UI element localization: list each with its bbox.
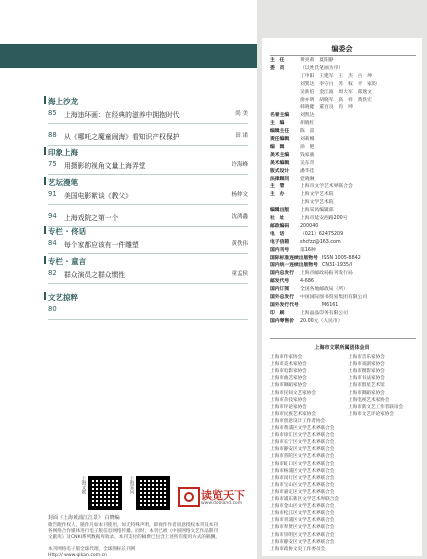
editorial-value: 潘华佳 xyxy=(300,168,315,174)
member-org: 上海市杨浦区文学艺术界联合会 xyxy=(270,468,335,474)
editorial-value: 胡晓红 xyxy=(300,121,315,127)
dooland-url: www.dooland.com xyxy=(201,501,243,506)
member-org: 上海市徐汇区文学艺术界联合会 xyxy=(270,433,335,439)
editorial-value: 20.00元（人民币） xyxy=(300,318,343,324)
toc-entry[interactable] xyxy=(48,305,248,315)
editorial-value: 上海市文学艺术界联合会 xyxy=(300,184,353,190)
toc-author: 许海峰 xyxy=(231,162,248,168)
editorial-key: 版式设计 xyxy=(270,168,290,174)
toc-author: 沈鸿鑫 xyxy=(231,214,248,220)
member-org: 上海市创意设计工作者协会 xyxy=(270,418,326,424)
editorial-value: 俞亦明 胡晓军 高 祥 黄佚宏 xyxy=(300,97,372,103)
section-marker xyxy=(44,96,46,104)
editorial-value: 全国各地邮政局（所） xyxy=(300,287,348,293)
member-org: 上海市新文艺工作者联谊会 xyxy=(348,404,404,410)
toc-section-title: 专栏 · 童言 xyxy=(48,257,87,266)
fine-print-line: 文献库》及CNKI系列数据库收录，本刊支付的稿费已包含上述所有使用方式的稿酬。 xyxy=(48,535,220,540)
toc-divider xyxy=(48,174,248,175)
fine-print-line: Http:// www.qikan.com.cn xyxy=(48,553,108,558)
member-org: 上海市舞蹈家协会 xyxy=(270,383,307,389)
member-org: 上海市音乐家协会 xyxy=(348,355,385,360)
editorial-key: 主 管 xyxy=(270,184,285,190)
toc-entry[interactable] xyxy=(48,212,248,222)
editorial-key: 电 话 xyxy=(270,231,285,237)
editorial-key: 邮发代号 xyxy=(270,279,290,285)
editorial-key: 社 址 xyxy=(270,216,285,221)
member-org: 上海市文艺评论家协会 xyxy=(348,411,394,417)
toc-page-number: 84 xyxy=(48,239,57,247)
editorial-value: M6161 xyxy=(322,302,339,308)
toc-page-number: 88 xyxy=(48,131,57,139)
toc-page-number: 85 xyxy=(48,109,57,117)
member-org: 上海市普陀区文学艺术界联合会 xyxy=(270,454,335,460)
editorial-key: 编辑主任 xyxy=(270,129,290,135)
editorial-value: 党晓琳 xyxy=(300,176,315,182)
editorial-value: 200040 xyxy=(300,223,319,229)
toc-entry[interactable] xyxy=(48,269,248,279)
section-marker xyxy=(44,226,46,234)
member-org: 上海市舞蹈家协会 xyxy=(348,390,385,396)
editorial-value: 黄亮莉 夏阳静 xyxy=(300,58,334,63)
toc-entry[interactable] xyxy=(48,109,248,119)
toc-author: 杨仲文 xyxy=(231,192,248,198)
member-org: 上海市嘉定区文学艺术界联合会 xyxy=(270,489,335,495)
editorial-value: 吴东奇 xyxy=(300,160,315,166)
editorial-key: 国外发行代号 xyxy=(270,302,299,308)
member-org: 上海市电影家协会 xyxy=(270,369,307,375)
member-org: 上海市奉贤区文学艺术界联合会 xyxy=(270,525,335,531)
toc-author: 田 诺 xyxy=(235,133,248,139)
toc-article-title: 美国电影絮谈《教父》 xyxy=(64,192,132,200)
member-org: 上海市摄影家协会 xyxy=(348,369,385,375)
cover-note: 封面《上海黄浦江江景》 白晓编 xyxy=(48,515,120,521)
editorial-value: 刘凯达 xyxy=(300,113,315,119)
toc-page-number: 94 xyxy=(48,212,57,220)
editorial-key: 主 办 xyxy=(270,192,285,198)
toc-page-number: 82 xyxy=(48,269,57,277)
qr-code-wenlian xyxy=(88,476,122,510)
editorial-divider xyxy=(270,55,416,56)
member-org: 上海市戏剧家协会 xyxy=(348,362,385,368)
member-org: 上海市宝山区文学艺术界联合会 xyxy=(270,482,335,488)
header-band xyxy=(0,44,257,68)
members-divider xyxy=(270,338,416,339)
member-org: 上海市杂技家协会 xyxy=(270,397,307,403)
toc-section-title: 文艺掠粹 xyxy=(48,293,78,302)
editorial-value: ISSN 1005-8842 xyxy=(322,255,361,261)
editorial-key: 印 刷 xyxy=(270,310,285,316)
editorial-value: 第16种 xyxy=(300,247,316,253)
editorial-key: 主 任 xyxy=(270,58,285,63)
toc-section-title: 海上沙龙 xyxy=(48,97,78,106)
editorial-value: 陈 雷 xyxy=(300,129,315,135)
editorial-value: shcfzz@163.com xyxy=(300,239,341,245)
toc-author: 黄佚伟 xyxy=(231,241,248,247)
editorial-value: 上海市延安西路200号 xyxy=(300,216,348,221)
toc-article-title: 上海违环画：在经典的滋养中拥抱时代 xyxy=(64,111,180,119)
toc-divider xyxy=(48,204,248,205)
editorial-value: 上海晶晶印务有限公司 xyxy=(300,310,348,316)
member-org: 上海市静安区文学艺术界联合会 xyxy=(270,539,335,545)
editorial-key: 国内统一连续出版物号 xyxy=(270,263,318,269)
section-marker xyxy=(44,177,46,185)
qr-label-wenlian: 上海文联 xyxy=(81,476,86,494)
editorial-key: 国内订阅 xyxy=(270,287,290,293)
editorial-key: 法律顾问 xyxy=(270,176,290,182)
editorial-key: 编辑出版 xyxy=(270,208,290,214)
toc-section-title: 印象上海 xyxy=(48,148,78,157)
member-org: 上海市政协文史工作委员会 xyxy=(270,546,326,552)
editorial-value: 徐 艳 xyxy=(300,144,315,150)
editorial-key: 国外总发行 xyxy=(270,295,294,300)
dooland-logo-text: 读览天下 xyxy=(201,489,245,502)
editorial-value: 上海市邮政局报刊发行局 xyxy=(300,271,353,277)
editorial-key: 国际标准连续出版物号 xyxy=(270,255,318,261)
editorial-page xyxy=(262,38,422,556)
member-org: 上海市民间文艺家协会 xyxy=(270,390,316,396)
editorial-key: 国内刊号 xyxy=(270,247,290,253)
toc-author: 尚 美 xyxy=(235,111,248,117)
editorial-value: 刘莉娜 xyxy=(300,137,315,142)
member-org: 上海市群星艺术馆 xyxy=(348,383,385,389)
editorial-key: 国内零售价 xyxy=(270,318,294,324)
editorial-key: 国内总发行 xyxy=(270,271,294,277)
editorial-key: 名誉主编 xyxy=(270,113,290,119)
editorial-value: （021）62475209 xyxy=(300,231,344,237)
toc-article-title: 用摄影的视角文量上海弄堂 xyxy=(64,162,146,170)
member-org: 上海市黄浦区文学艺术界联合会 xyxy=(270,426,335,431)
editorial-value: （以姓氏笔画为序） xyxy=(300,65,344,71)
editorial-value: 中国国际图书贸易集团有限公司 xyxy=(300,295,368,300)
toc-divider xyxy=(48,253,248,254)
section-marker xyxy=(44,256,46,264)
editorial-key: 主 编 xyxy=(270,121,285,127)
editorial-key: 电子信箱 xyxy=(270,239,290,245)
toc-section-title: 专栏 · 佟话 xyxy=(48,227,87,236)
toc-article-title: 每个家都应该有一件雕塑 xyxy=(64,241,139,249)
toc-entry[interactable] xyxy=(48,160,248,170)
editorial-title: 编委会 xyxy=(331,45,353,53)
section-marker xyxy=(44,147,46,155)
dooland-logo-icon xyxy=(178,487,200,507)
toc-page-number: 91 xyxy=(48,190,57,198)
editorial-key: 责任编辑 xyxy=(270,137,290,142)
qr-label-caifeng: 上海采风 xyxy=(129,476,134,494)
toc-author: 童孟侯 xyxy=(231,271,248,277)
section-marker xyxy=(44,292,46,300)
editorial-value: 上海文学艺术院 xyxy=(300,192,334,198)
fine-print-line: 各网络合作媒体进行电子版信息网络传播。同时，本刊已被《中国网络文艺作品期刊 xyxy=(48,529,218,534)
editorial-key: 美术主编 xyxy=(270,152,290,158)
editorial-key: 委 员 xyxy=(270,65,285,71)
editorial-key: 邮政编码 xyxy=(270,223,290,229)
toc-divider xyxy=(48,123,248,124)
toc-article-title: 从《哪吒之魔童闹海》看知识产权保护 xyxy=(64,133,180,141)
toc-page-number: 75 xyxy=(48,160,57,168)
member-org: 上海市金山区文学艺术界联合会 xyxy=(270,504,335,510)
member-org: 上海市浦东新区文学艺术界联合会 xyxy=(270,497,339,502)
toc-section-title: 艺坛漫笔 xyxy=(48,178,78,187)
member-org: 上海市作家协会 xyxy=(270,355,303,360)
member-org: 上海市静安区文学艺术界联合会 xyxy=(270,447,335,453)
member-org: 上海电视艺术家协会 xyxy=(348,397,390,403)
member-org: 上海市美术家协会 xyxy=(270,362,307,368)
members-title: 上海市文联所属团体会员 xyxy=(314,345,370,351)
toc-entry[interactable] xyxy=(48,131,248,141)
editorial-key: 编 辑 xyxy=(270,144,285,150)
toc-entry[interactable] xyxy=(48,239,248,249)
toc-divider xyxy=(48,283,248,284)
toc-entry[interactable] xyxy=(48,190,248,200)
qr-code-caifeng xyxy=(136,476,170,510)
member-org: 上海市书法家协会 xyxy=(348,376,385,382)
toc-page-number: 80 xyxy=(48,305,57,313)
fine-print-line: 歌告瞪作权人，随作凡如本刊使用，如无特殊声明，即视作作者同意授权本刊及本刊 xyxy=(48,523,218,528)
toc-divider xyxy=(48,145,248,146)
member-org: 上海市闵行区文学艺术界联合会 xyxy=(270,475,335,481)
editorial-key: 美术编辑 xyxy=(270,160,290,166)
editorial-value: 吴新伯 金江波 周大军 郑逸文 xyxy=(300,89,372,95)
editorial-value: 上海文学艺术院 xyxy=(300,200,334,206)
member-org: 上海市青浦区文学艺术界联合会 xyxy=(270,518,335,524)
member-org: 上海市崇明区文学艺术界联合会 xyxy=(270,532,335,538)
member-org: 上海市虹口区文学艺术界联合会 xyxy=(270,461,335,467)
toc-article-title: 群众演员之群众惯性 xyxy=(64,271,126,279)
fine-print-line: 本刊网络电子版全球代理，全球图标长刊网 xyxy=(48,547,136,552)
member-org: 上海市评论家协会 xyxy=(270,404,307,410)
member-org: 上海市长宁区文学艺术界联合会 xyxy=(270,440,335,446)
toc-article-title: 上海戏院之第一个 xyxy=(64,214,119,222)
editorial-value: 钱家骏 xyxy=(300,152,315,158)
member-org: 上海市民族艺术家协会 xyxy=(270,411,316,417)
editorial-value: 丁申阳 王建军 王 杰 古 坤 xyxy=(300,73,372,79)
member-org: 上海市曲艺家协会 xyxy=(270,376,307,382)
editorial-value: 4-686 xyxy=(300,279,314,285)
editorial-value: 刘巽达 李守白 苏 权 平 家昀 xyxy=(300,81,377,87)
member-org: 上海市松江区文学艺术界联合会 xyxy=(270,511,335,517)
editorial-value: CN31-1935/I xyxy=(322,263,353,269)
toc-divider xyxy=(48,319,248,320)
editorial-value: 韩晓健 董百良 肖 坤 xyxy=(300,105,353,111)
editorial-value: 上海采风编辑部 xyxy=(300,208,334,214)
